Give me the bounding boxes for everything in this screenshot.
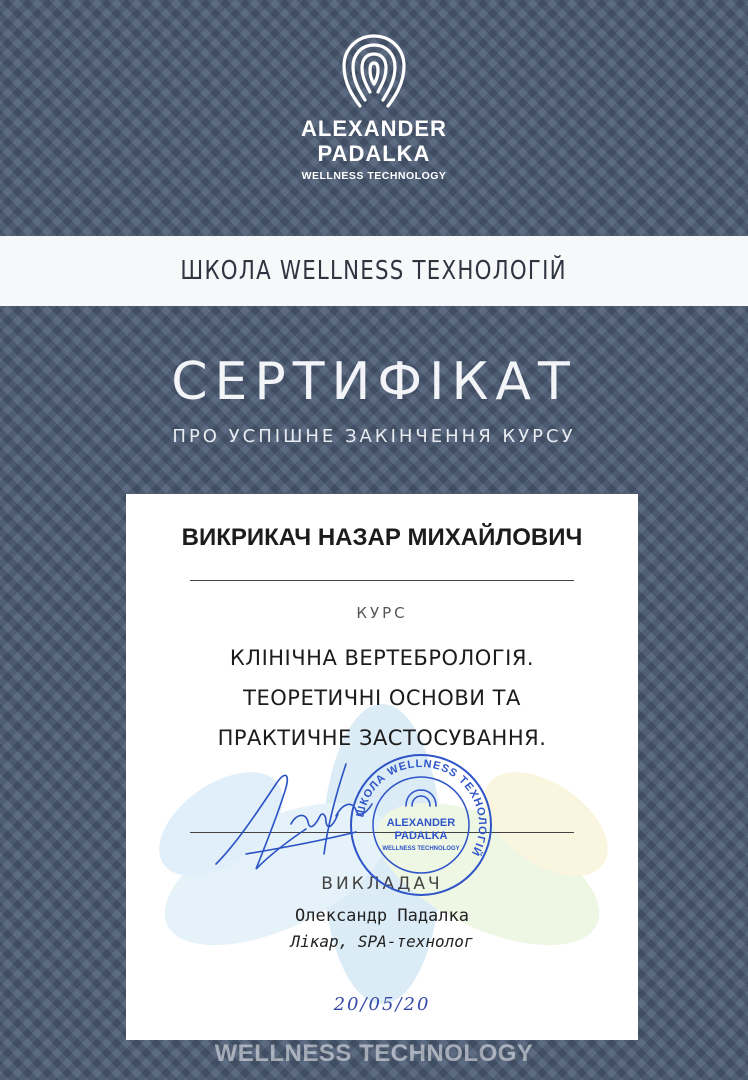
course-title-line-2: ТЕОРЕТИЧНІ ОСНОВИ ТА <box>243 686 521 710</box>
school-band <box>0 236 748 306</box>
brand-name-line1: ALEXANDER <box>301 116 447 141</box>
course-title-line-1: КЛІНІЧНА ВЕРТЕБРОЛОГІЯ. <box>229 646 535 670</box>
brand-tagline: WELLNESS TECHNOLOGY <box>301 170 447 182</box>
fingerprint-logo-icon <box>334 26 414 112</box>
lecturer-role: Лікар, SPA-технолог <box>290 932 474 951</box>
brand-name-line2: PADALKA <box>317 141 431 166</box>
lecturer-name: Олександр Падалка <box>295 906 469 926</box>
stamp-line-1: ALEXANDER <box>386 817 456 829</box>
certificate-subtitle: ПРО УСПІШНЕ ЗАКІНЧЕННЯ КУРСУ <box>172 426 576 447</box>
certificate-title: СЕРТИФІКАТ <box>171 352 577 412</box>
brand-logo <box>0 26 748 182</box>
stamp-line-2: PADALKA <box>394 830 448 842</box>
stamp-ring-text: ШКОЛА WELLNESS ТЕХНОЛОГІЙ <box>354 757 489 859</box>
certificate-card <box>126 494 638 1040</box>
lecturer-label: ВИКЛАДАЧ <box>321 874 443 894</box>
footer-watermark: WELLNESS TECHNOLOGY <box>214 1040 534 1067</box>
header-band <box>0 0 748 236</box>
stamp <box>346 750 496 900</box>
stamp-line-3: WELLNESS TECHNOLOGY <box>382 846 460 852</box>
recipient-name: ВИКРИКАЧ НАЗАР МИХАЙЛОВИЧ <box>181 524 583 551</box>
issue-date: 20/05/20 <box>333 994 431 1015</box>
course-label: КУРС <box>356 604 408 622</box>
stamp-seal-icon <box>346 750 496 900</box>
name-divider <box>190 580 574 581</box>
school-title: ШКОЛА WELLNESS ТЕХНОЛОГІЙ <box>180 256 568 286</box>
course-title-line-3: ПРАКТИЧНЕ ЗАСТОСУВАННЯ. <box>217 726 547 750</box>
